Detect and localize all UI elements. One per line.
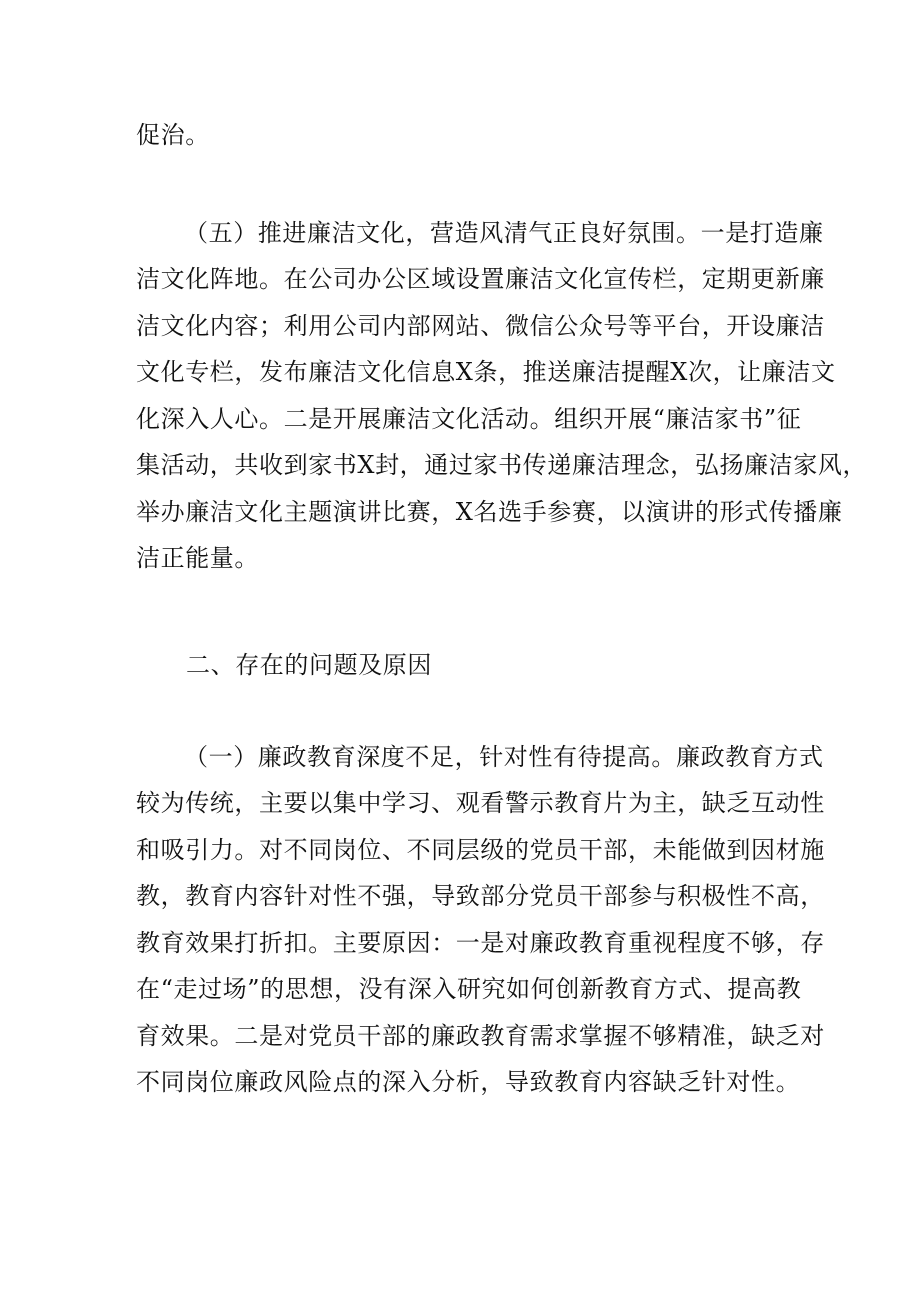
continuation-line: 促治。 xyxy=(136,121,210,149)
section-five-line: 化深入人心。二是开展廉洁文化活动。组织开展“廉洁家书”征 xyxy=(136,405,802,433)
problem-one-line: 教，教育内容针对性不强，导致部分党员干部参与积极性不高， xyxy=(136,882,825,910)
problem-one-line: 教育效果打折扣。主要原因：一是对廉政教育重视程度不够，存 xyxy=(136,929,825,957)
section-five-line: 洁文化阵地。在公司办公区域设置廉洁文化宣传栏，定期更新廉 xyxy=(136,265,825,293)
problem-one-line: 不同岗位廉政风险点的深入分析，导致教育内容缺乏针对性。 xyxy=(136,1068,801,1096)
section-five-line: 文化专栏，发布廉洁文化信息X条，推送廉洁提醒X次，让廉洁文 xyxy=(136,358,836,386)
section-heading: 二、存在的问题及原因 xyxy=(186,651,432,679)
section-five-line: 集活动，共收到家书X封，通过家书传递廉洁理念，弘扬廉洁家风， xyxy=(136,451,868,479)
problem-one-line: 较为传统，主要以集中学习、观看警示教育片为主，缺乏互动性 xyxy=(136,789,825,817)
problem-one-line: 在“走过场”的思想，没有深入研究如何创新教育方式、提高教 xyxy=(136,975,802,1003)
problem-one-line: 和吸引力。对不同岗位、不同层级的党员干部，未能做到因材施 xyxy=(136,836,825,864)
section-five-line: 洁正能量。 xyxy=(136,544,259,572)
section-five-line: 洁文化内容；利用公司内部网站、微信公众号等平台，开设廉洁 xyxy=(136,312,825,340)
problem-one-line: 育效果。二是对党员干部的廉政教育需求掌握不够精准，缺乏对 xyxy=(136,1022,825,1050)
problem-one-line: （一）廉政教育深度不足，针对性有待提高。廉政教育方式 xyxy=(184,743,824,771)
section-five-line: 举办廉洁文化主题演讲比赛，X名选手参赛，以演讲的形式传播廉 xyxy=(136,498,843,526)
section-five-line: （五）推进廉洁文化，营造风清气正良好氛围。一是打造廉 xyxy=(184,219,824,247)
